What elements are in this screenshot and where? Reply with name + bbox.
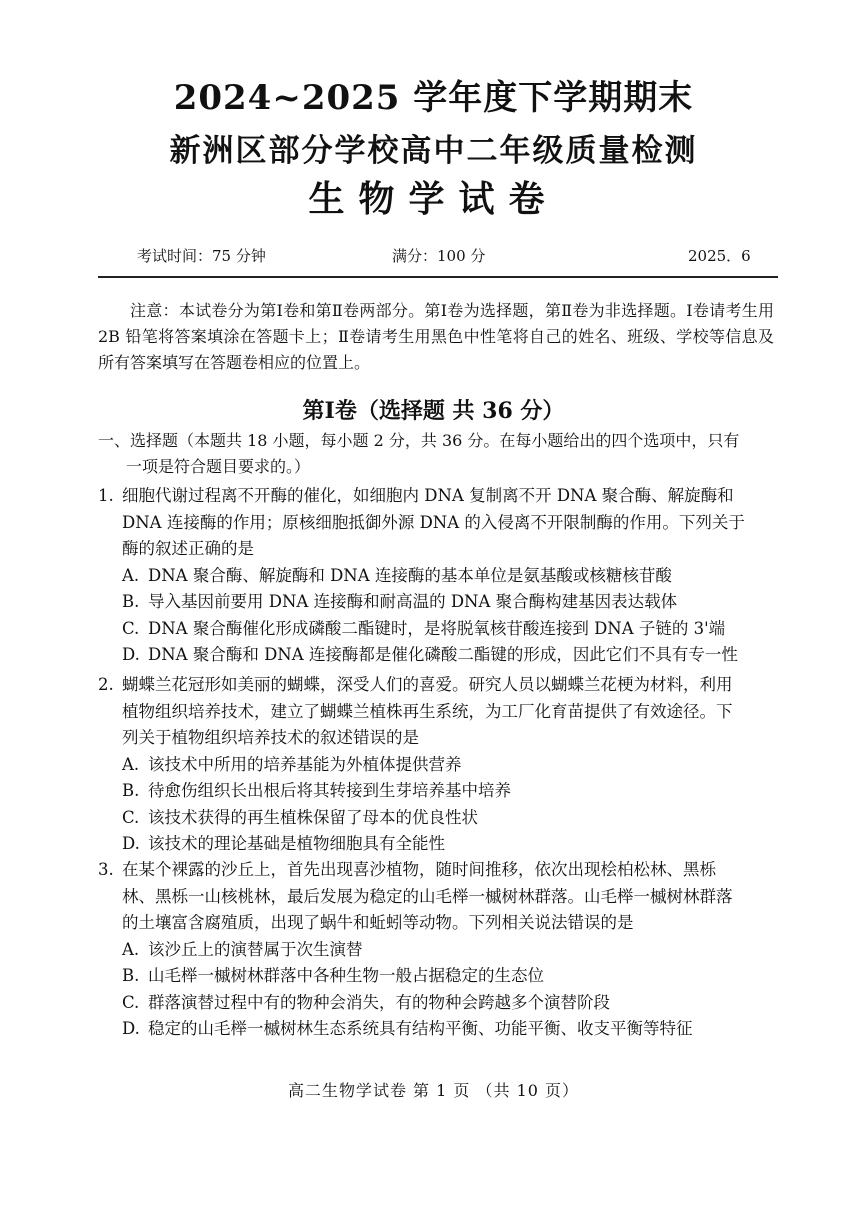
option-text: DNA 聚合酶和 DNA 连接酶都是催化磷酸二酯键的形成，因此它们不具有专一性 <box>148 645 738 664</box>
option-d <box>98 642 778 669</box>
question-number: 3. <box>98 860 114 879</box>
option-letter: C. <box>122 618 140 638</box>
exam-date: 2025．6 <box>688 247 751 265</box>
question-1 <box>98 483 778 669</box>
option-d <box>98 1016 778 1043</box>
section-instructions-line2: 一项是符合题目要求的。） <box>126 457 311 476</box>
option-a <box>98 937 778 964</box>
section-instructions-line1: 一、选择题（本题共 18 小题，每小题 2 分，共 36 分。在每小题给出的四个选项中，只有 <box>98 431 740 450</box>
option-letter: D. <box>122 1019 140 1038</box>
option-letter: D. <box>122 834 140 853</box>
option-text: DNA 聚合酶、解旋酶和 DNA 连接酶的基本单位是氨基酸或核糖核苷酸 <box>148 565 672 585</box>
question-stem <box>98 672 778 699</box>
option-letter: B. <box>122 781 140 800</box>
option-text: 该技术获得的再生植株保留了母本的优良性状 <box>148 807 478 827</box>
option-letter: C. <box>122 807 140 827</box>
option-text: 该技术的理论基础是植物细胞具有全能性 <box>148 834 445 853</box>
header-divider <box>98 276 778 278</box>
part-one-title: 第Ⅰ卷（选择题 共 36 分） <box>302 398 565 424</box>
question-stem <box>98 857 778 884</box>
option-letter: B. <box>122 592 140 611</box>
option-text: 该技术中所用的培养基能为外植体提供营养 <box>148 754 462 774</box>
option-b <box>98 963 778 990</box>
question-3 <box>98 857 778 1043</box>
question-stem-line: 植物组织培养技术，建立了蝴蝶兰植株再生系统，为工厂化育苗提供了有效途径。下 <box>122 701 733 721</box>
page-footer: 高二生物学试卷 第 1 页 （共 10 页） <box>287 1081 580 1100</box>
exam-title-school: 新洲区部分学校高中二年级质量检测 <box>169 133 698 169</box>
question-2 <box>98 672 778 858</box>
option-letter: A. <box>122 754 140 774</box>
option-d <box>98 831 778 858</box>
question-stem-line: 蝴蝶兰花冠形如美丽的蝴蝶，深受人们的喜爱。研究人员以蝴蝶兰花梗为材料，利用 <box>122 675 733 694</box>
option-letter: D. <box>122 645 140 664</box>
exam-title-year: 2024~2025 学年度下学期期末 <box>173 78 694 118</box>
option-b <box>98 778 778 805</box>
option-text: 待愈伤组织长出根后将其转接到生芽培养基中培养 <box>148 781 511 800</box>
option-text: DNA 聚合酶催化形成磷酸二酯键时，是将脱氧核苷酸连接到 DNA 子链的 3'端 <box>148 618 726 638</box>
full-score: 满分：100 分 <box>392 247 486 265</box>
section-instructions <box>98 428 774 480</box>
exam-title-subject: 生物学试卷 <box>308 178 559 220</box>
option-text: 山毛榉一槭树林群落中各种生物一般占据稳定的生态位 <box>148 966 544 985</box>
option-letter: A. <box>122 565 140 585</box>
question-stem-line: 酶的叙述正确的是 <box>122 539 254 558</box>
question-stem <box>98 483 778 510</box>
question-stem-line: 林、黑栎一山核桃林，最后发展为稳定的山毛榉一槭树林群落。山毛榉一槭树林群落 <box>122 886 733 906</box>
option-letter: A. <box>122 939 140 959</box>
question-number: 2. <box>98 675 114 694</box>
option-a <box>98 752 778 779</box>
option-letter: C. <box>122 992 140 1012</box>
option-b <box>98 589 778 616</box>
question-stem-line: 细胞代谢过程离不开酶的催化，如细胞内 DNA 复制离不开 DNA 聚合酶、解旋酶和 <box>122 486 734 505</box>
option-a <box>98 563 778 590</box>
question-stem-line: 在某个裸露的沙丘上，首先出现喜沙植物，随时间推移，依次出现桧柏松林、黑栎 <box>122 860 716 879</box>
question-number: 1. <box>98 486 114 505</box>
option-c <box>98 990 778 1017</box>
option-text: 群落演替过程中有的物种会消失，有的物种会跨越多个演替阶段 <box>148 992 610 1012</box>
question-stem-line: 列关于植物组织培养技术的叙述错误的是 <box>122 728 419 747</box>
option-text: 导入基因前要用 DNA 连接酶和耐高温的 DNA 聚合酶构建基因表达载体 <box>148 592 678 611</box>
option-c <box>98 616 778 643</box>
option-text: 该沙丘上的演替属于次生演替 <box>148 939 363 959</box>
question-stem-line: 的土壤富含腐殖质，出现了蜗牛和蚯蚓等动物。下列相关说法错误的是 <box>122 913 634 932</box>
option-letter: B. <box>122 966 140 985</box>
question-stem-line: DNA 连接酶的作用；原核细胞抵御外源 DNA 的入侵离不开限制酶的作用。下列关于 <box>122 512 745 532</box>
exam-time: 考试时间：75 分钟 <box>137 247 266 265</box>
option-text: 稳定的山毛榉一槭树林生态系统具有结构平衡、功能平衡、收支平衡等特征 <box>148 1019 693 1038</box>
option-c <box>98 805 778 832</box>
exam-notice: 注意：本试卷分为第Ⅰ卷和第Ⅱ卷两部分。第Ⅰ卷为选择题，第Ⅱ卷为非选择题。Ⅰ卷请考生用 2B 铅笔将答案填涂在答题卡上；Ⅱ卷请考生用黑色中性笔将自己的姓名、班级、学校等信息及所有答案填写在答题卷相应的位置上。 <box>98 301 774 372</box>
